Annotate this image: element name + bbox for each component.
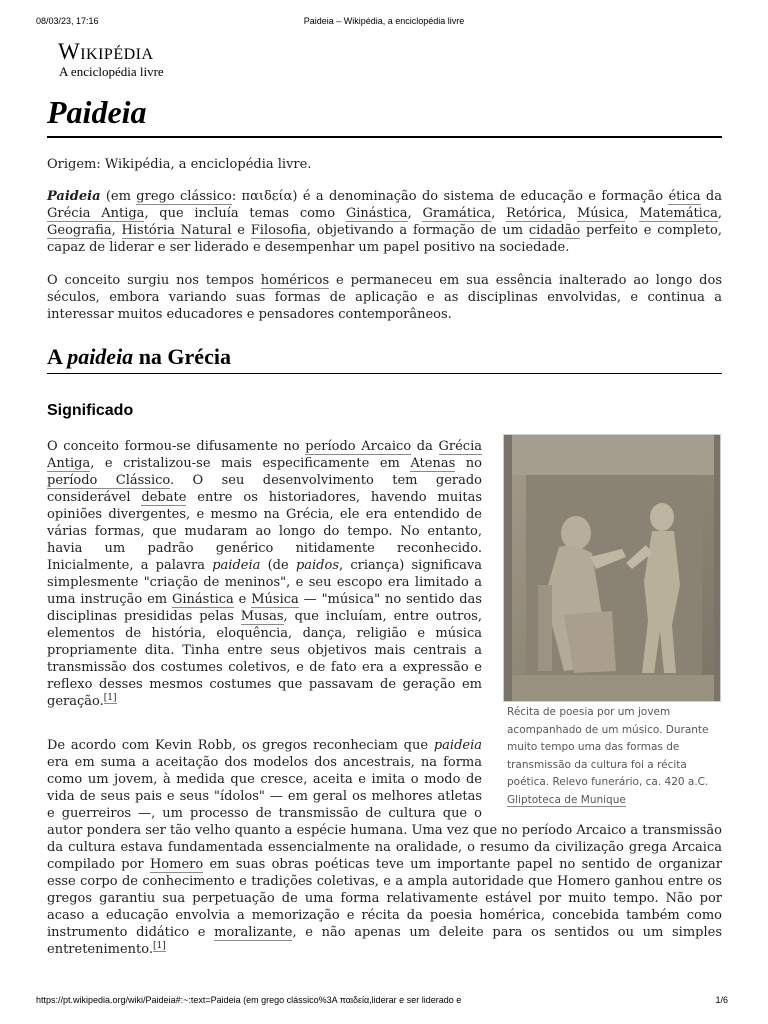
significado-paragraph-1 — [47, 438, 482, 710]
link-cidadao[interactable]: cidadão — [528, 223, 581, 238]
text: , — [624, 206, 640, 221]
text: , que incluíam, entre outros, elementos de história, eloquência, dança, religião e música propriamente dita. Tinha entre seus objetivos mais centrais a transmissão dos costumes coletivos, e de fato era a expressão e reflexo desses mesmos costumes que passavam de geração em geração. — [47, 609, 482, 709]
link-retorica[interactable]: Retórica — [506, 206, 563, 221]
text: O conceito surgiu nos tempos — [47, 273, 261, 288]
link-gliptoteca[interactable]: Gliptoteca de Munique — [507, 793, 626, 806]
text: (em — [100, 189, 137, 204]
text: da — [411, 439, 439, 454]
term-paideia: paideia — [433, 738, 482, 753]
section-term: paideia — [67, 344, 134, 369]
term-paideia: Paideia — [47, 189, 101, 204]
section-prefix: A — [47, 344, 68, 369]
link-filosofia[interactable]: Filosofia — [250, 223, 307, 238]
page-title: Paideia — [47, 90, 722, 138]
text: , e cristalizou-se mais especificamente em — [90, 456, 411, 471]
link-gramatica[interactable]: Gramática — [422, 206, 492, 221]
logo-wordmark: Wikipédia — [58, 39, 154, 64]
link-musica[interactable]: Música — [251, 592, 299, 607]
text: em suas obras poéticas teve um importante papel no sentido de organizar esse corpo de conhecimento e tradições coletivas, e a ampla autoridade que Homero ganhou entre os gregos garantiu sua perpetuação de uma forma relativamente estável por muito tempo. Não por acaso a educação envolvia a memorização e récita da poesia homérica, concebida também como instrumento didático e — [47, 857, 722, 940]
link-matematica[interactable]: Matemática — [639, 206, 718, 221]
section-suffix: na Grécia — [133, 344, 231, 369]
text: e permaneceu em sua essência inalterado ao longo dos séculos, embora variando suas formas de aplicação e as disciplinas envolvidas, e continua a interessar muitos educadores e pensadores contemporâneos. — [47, 273, 722, 322]
text: , — [407, 206, 423, 221]
caption-text: Récita de poesia por um jovem acompanhado de um músico. Durante muito tempo uma das formas de transmissão da cultura foi a récita poética. Relevo funerário, ca. 420 a.C. — [507, 706, 709, 788]
intro-p2 — [47, 272, 722, 323]
text: era em suma a aceitação dos modelos dos ancestrais, na forma como um jovem, à medida que cresce, aceita e imita o modo de vida de seus pais e seus "ídolos" — em geral os melhores atletas e guerreiros —, um processo de transmissão de cultura que o autor pondera ser tão velho quanto a espécie humana. Uma vez que no período Arcaico a transmissão da cultura estava fundamentada essencialmente na oralidade, o resumo da civilização grega Arcaica compilado por — [47, 755, 722, 872]
reference-1[interactable]: [1] — [103, 692, 117, 703]
text: e — [233, 592, 252, 607]
link-geografia[interactable]: Geografia — [47, 223, 112, 238]
text: . O seu desenvolvimento tem gerado considerável — [47, 473, 482, 505]
text: no — [455, 456, 482, 471]
print-footer — [0, 995, 768, 1009]
significado-paragraph-2 — [47, 737, 722, 958]
text: : παιδεία) é a denominação do sistema de educação e formação — [231, 189, 669, 204]
link-periodo-classico[interactable]: período Clássico — [47, 473, 171, 488]
text: , — [717, 206, 723, 221]
reference-1[interactable]: [1] — [153, 940, 166, 951]
link-debate[interactable]: debate — [141, 490, 187, 505]
sig-p1 — [47, 438, 482, 710]
link-etica[interactable]: ética — [668, 189, 701, 204]
text: , — [491, 206, 507, 221]
relief-illustration — [504, 435, 720, 701]
section-heading — [47, 342, 722, 374]
intro-paragraph-1 — [47, 188, 722, 256]
subsection-heading: Significado — [47, 402, 134, 419]
link-ginastica[interactable]: Ginástica — [172, 592, 234, 607]
print-url: https://pt.wikipedia.org/wiki/Paideia#:~:text=Paideia (em grego clássico%3A παιδεία,liderar e ser liderado e — [36, 995, 462, 1005]
text: — "música" no sentido das disciplinas presididas pelas — [47, 592, 482, 624]
text: da — [700, 189, 722, 204]
text: entre os historiadores, havendo muitas opiniões divergentes, e mesmo na Grécia, ele era entendido de várias formas, que mudaram ao longo do tempo. No entanto, havia um padrão genérico nitidamente reconhecido. Inicialmente, a palavra — [47, 490, 482, 573]
text: , que incluía temas como — [144, 206, 346, 221]
link-ginastica[interactable]: Ginástica — [345, 206, 408, 221]
text: , objetivando a formação de um — [306, 223, 529, 238]
text: (de — [260, 558, 296, 573]
link-historia-natural[interactable]: História Natural — [121, 223, 232, 238]
text: De acordo com Kevin Robb, os gregos reconheciam que — [47, 738, 434, 753]
term-paidos: paidos — [295, 558, 340, 573]
link-grego-classico[interactable]: grego clássico — [136, 189, 232, 204]
text: , — [111, 223, 122, 238]
link-musas[interactable]: Musas — [240, 609, 284, 624]
figure-float-spacer — [482, 737, 722, 821]
text: , — [562, 206, 577, 221]
print-page-number: 1/6 — [715, 995, 728, 1005]
link-periodo-arcaico[interactable]: período Arcaico — [305, 439, 412, 454]
print-datetime: 08/03/23, 17:16 — [36, 16, 99, 26]
link-moralizante[interactable]: moralizante — [214, 925, 293, 940]
text: , e não apenas um deleite para os sentidos ou um simples entretenimento. — [47, 925, 722, 957]
link-homero[interactable]: Homero — [149, 857, 204, 872]
intro-paragraph-2 — [47, 272, 722, 323]
text: perfeito e completo, capaz de liderar e ser liderado e desempenhar um papel positivo na sociedade. — [47, 223, 722, 255]
relief-image[interactable] — [503, 434, 721, 702]
link-grecia-antiga[interactable]: Grécia Antiga — [47, 206, 145, 221]
intro-p1 — [47, 188, 722, 256]
text: O conceito formou-se difusamente no — [47, 439, 306, 454]
link-homericos[interactable]: homéricos — [260, 273, 330, 288]
wikipedia-logo[interactable] — [58, 40, 164, 80]
term-paideia: paideia — [212, 558, 261, 573]
origin-line — [47, 156, 722, 173]
link-atenas[interactable]: Atenas — [410, 456, 456, 471]
logo-tagline: A enciclopédia livre — [59, 64, 164, 79]
text: e — [231, 223, 251, 238]
print-header — [0, 16, 768, 30]
origin-text: Origem: Wikipédia, a enciclopédia livre. — [47, 157, 312, 172]
link-grecia-antiga[interactable]: Grécia Antiga — [47, 439, 482, 471]
text: , criança) significava simplesmente "criação de meninos", e seu escopo era limitado a uma instrução em — [47, 558, 482, 607]
link-musica[interactable]: Música — [576, 206, 625, 221]
print-page-title: Paideia – Wikipédia, a enciclopédia livre — [303, 16, 465, 26]
